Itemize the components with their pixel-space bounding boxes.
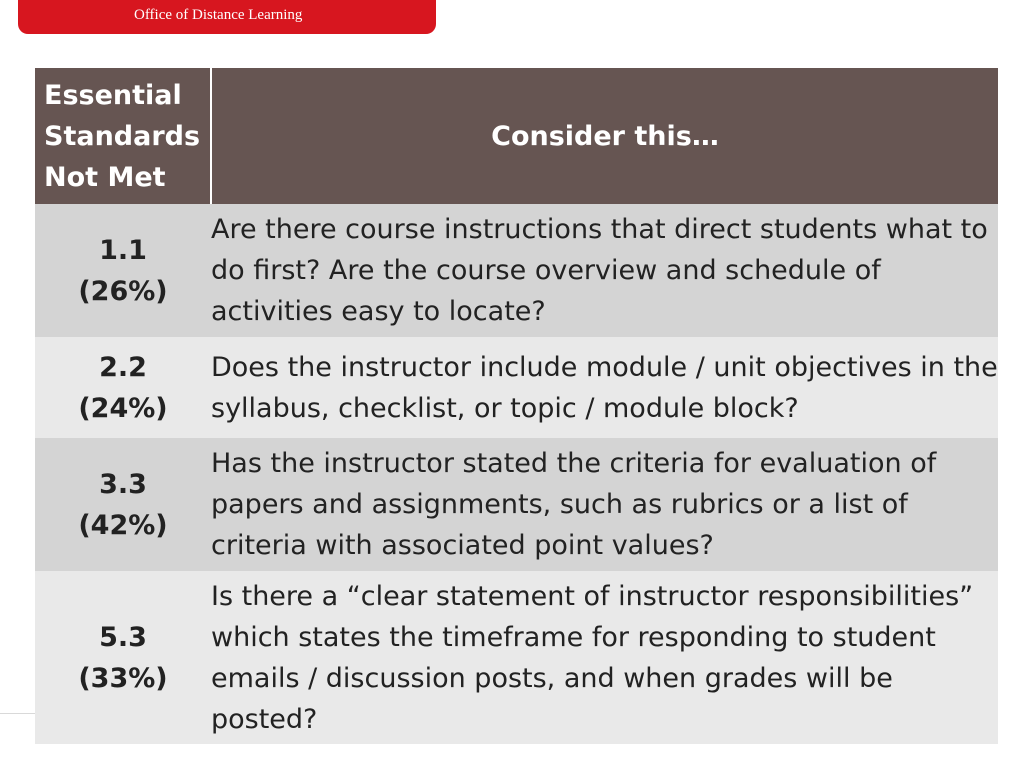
standard-percent: (24%) xyxy=(78,392,168,424)
standard-cell xyxy=(35,571,211,744)
banner-title: Office of Distance Learning xyxy=(134,7,303,23)
consider-question: Has the instructor stated the criteria for evaluation of papers and assignments, such as rubrics or a list of criteria with associated point values? xyxy=(211,438,998,571)
header-line-3: Not Met xyxy=(44,161,166,193)
header-consider-this: Consider this… xyxy=(211,68,998,204)
consider-question: Are there course instructions that direct students what to do first? Are the course overview and schedule of activities easy to locate? xyxy=(211,204,998,337)
header-line-1: Essential xyxy=(44,79,182,111)
standard-number: 2.2 xyxy=(99,351,147,383)
header-essential-standards xyxy=(35,68,211,204)
standard-cell xyxy=(35,204,211,337)
header-banner xyxy=(18,0,436,34)
standard-number: 3.3 xyxy=(99,468,147,500)
consider-question: Does the instructor include module / unit objectives in the syllabus, checklist, or topic / module block? xyxy=(211,337,998,438)
table-row xyxy=(35,571,998,744)
standard-number: 5.3 xyxy=(99,621,147,653)
footer-divider xyxy=(0,713,36,714)
standard-number: 1.1 xyxy=(99,234,147,266)
standard-percent: (33%) xyxy=(78,662,168,694)
standard-cell xyxy=(35,337,211,438)
table-header-row xyxy=(35,68,998,204)
consider-question: Is there a “clear statement of instructor responsibilities” which states the timeframe for responding to student emails / discussion posts, and when grades will be posted? xyxy=(211,571,998,744)
standard-percent: (42%) xyxy=(78,509,168,541)
standard-cell xyxy=(35,438,211,571)
header-line-2: Standards xyxy=(44,120,201,152)
standards-table xyxy=(35,68,998,744)
standard-percent: (26%) xyxy=(78,275,168,307)
table-row xyxy=(35,438,998,571)
table-row xyxy=(35,204,998,337)
table-row xyxy=(35,337,998,438)
